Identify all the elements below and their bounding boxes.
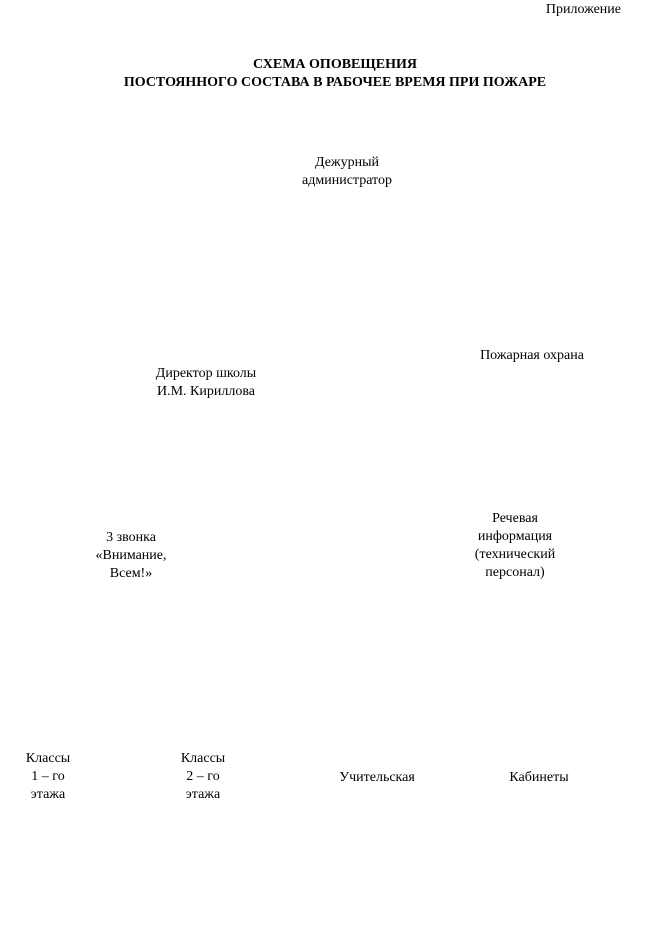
scheme-title-line2: ПОСТОЯННОГО СОСТАВА В РАБОЧЕЕ ВРЕМЯ ПРИ ПОЖАРЕ <box>123 75 547 90</box>
node-classes-floor1-line3: этажа <box>30 787 66 802</box>
node-speech-info-line3: (технический <box>474 547 556 562</box>
node-classes-floor1-line1: Классы <box>25 751 71 766</box>
node-teachers-room <box>339 769 415 787</box>
node-duty-admin-line2: администратор <box>302 173 392 188</box>
node-bells-line2: «Внимание, <box>95 548 167 563</box>
node-fire-guard <box>480 347 584 365</box>
scheme-title-line1: СХЕМА ОПОВЕЩЕНИЯ <box>253 57 417 72</box>
node-director-line1: Директор школы <box>155 366 257 381</box>
node-bells-line3: Всем!» <box>109 566 153 581</box>
node-speech-info-line2: информация <box>477 529 553 544</box>
node-offices <box>509 769 568 787</box>
node-classes-floor2-line3: этажа <box>185 787 221 802</box>
node-director-line2: И.М. Кириллова <box>156 384 255 399</box>
node-duty-admin-line1: Дежурный <box>315 155 379 170</box>
node-classes-floor2 <box>181 750 225 804</box>
node-duty-admin <box>302 154 392 190</box>
node-director <box>156 365 256 401</box>
node-classes-floor1 <box>26 750 70 804</box>
node-classes-floor2-line2: 2 – го <box>186 769 220 784</box>
appendix-label: Приложение <box>545 2 621 17</box>
node-speech-info-line1: Речевая <box>492 511 538 526</box>
node-teachers-room-line1: Учительская <box>339 770 415 785</box>
node-classes-floor2-line1: Классы <box>180 751 226 766</box>
node-bells-line1: 3 звонка <box>106 530 156 545</box>
node-bells <box>96 529 167 583</box>
node-speech-info <box>475 510 555 582</box>
node-fire-guard-line1: Пожарная охрана <box>480 348 584 363</box>
node-offices-line1: Кабинеты <box>509 770 569 785</box>
node-classes-floor1-line2: 1 – го <box>31 769 65 784</box>
node-speech-info-line4: персонал) <box>485 565 545 580</box>
